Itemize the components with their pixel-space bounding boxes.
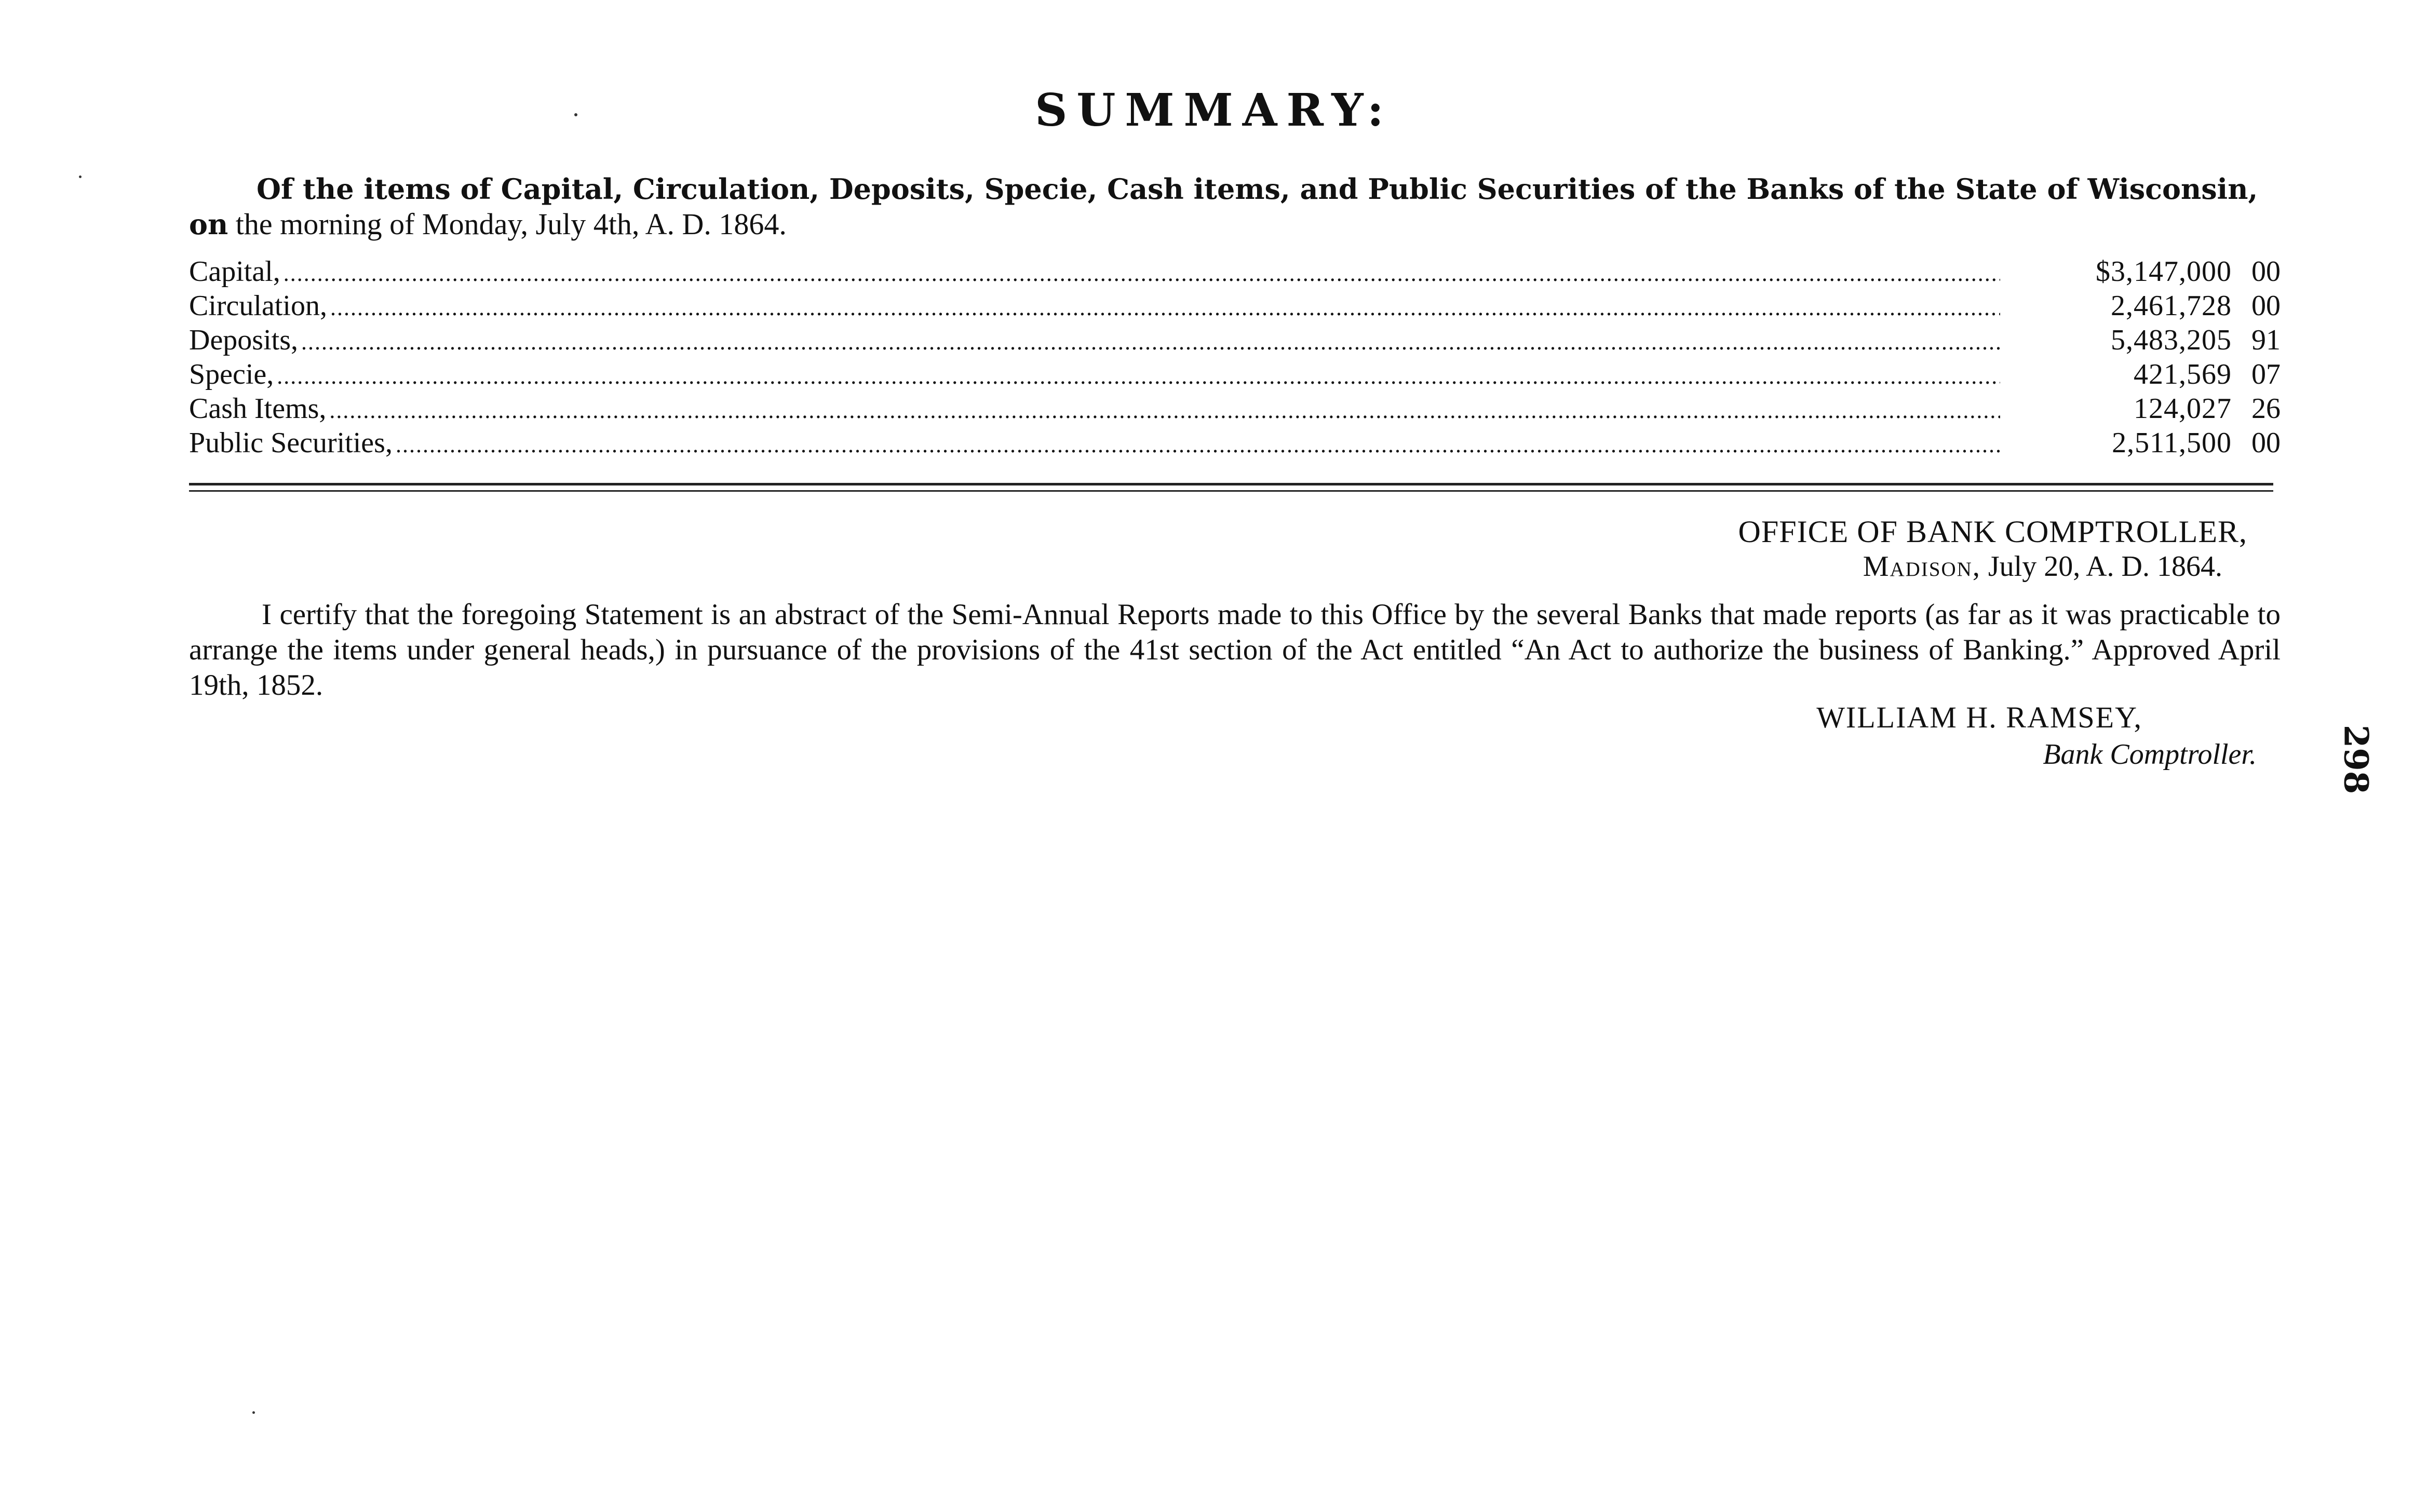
dot-leader bbox=[330, 291, 2000, 325]
item-amount: 2,461,728 bbox=[2111, 290, 2232, 322]
list-item-cash-items bbox=[189, 392, 2281, 426]
print-speck bbox=[252, 1411, 255, 1414]
list-item-capital bbox=[189, 254, 2281, 289]
item-cents: 07 bbox=[2251, 358, 2281, 390]
double-rule-bottom bbox=[189, 490, 2273, 492]
list-item-specie bbox=[189, 357, 2281, 392]
item-label: Public Securities, bbox=[189, 427, 393, 459]
item-amount: $3,147,000 bbox=[2096, 255, 2232, 288]
double-rule-top bbox=[189, 483, 2273, 485]
item-label: Capital, bbox=[189, 255, 280, 288]
print-speck bbox=[574, 113, 577, 116]
item-amount: 421,569 bbox=[2134, 358, 2232, 390]
signer-title: Bank Comptroller. bbox=[2043, 738, 2257, 771]
item-label: Cash Items, bbox=[189, 393, 327, 425]
item-amount: 2,511,500 bbox=[2112, 427, 2232, 459]
list-item-public-securities bbox=[189, 426, 2281, 460]
item-cents: 00 bbox=[2251, 427, 2281, 459]
office-dateline bbox=[1863, 549, 2222, 584]
item-amount: 5,483,205 bbox=[2111, 324, 2232, 356]
dot-leader bbox=[277, 359, 2000, 394]
office-place: Madison, bbox=[1863, 550, 1981, 583]
signer-name: WILLIAM H. RAMSEY, bbox=[1816, 700, 2142, 734]
certification-paragraph: I certify that the foregoing Statement is an abstract of the Semi-Annual Reports made to this Office by the several Banks that made reports (as far as it was practicable to arrange the items under general heads,) in pursuance of the provisions of the 41st section of the Act entitled “An Act to authorize the business of Banking.” Approved April 19th, 1852. bbox=[189, 598, 2281, 701]
item-amount: 124,027 bbox=[2134, 393, 2232, 425]
dot-leader bbox=[396, 428, 2000, 462]
item-cents: 00 bbox=[2251, 290, 2281, 322]
dot-leader bbox=[329, 394, 2000, 428]
item-label: Specie, bbox=[189, 358, 274, 390]
item-cents: 26 bbox=[2251, 393, 2281, 425]
summary-items-list bbox=[189, 254, 2281, 460]
item-cents: 00 bbox=[2251, 255, 2281, 288]
list-item-deposits bbox=[189, 323, 2281, 357]
page-title: SUMMARY: bbox=[1035, 84, 1393, 137]
page-number: 298 bbox=[2336, 724, 2376, 794]
office-date: July 20, A. D. 1864. bbox=[1988, 550, 2222, 583]
print-speck bbox=[79, 176, 82, 178]
list-item-circulation bbox=[189, 289, 2281, 323]
intro-lead-text: Of the items of Capital, Circulation, Deposits, Specie, Cash items, and Public Securities of the Banks of the State of Wisconsin, on bbox=[189, 172, 2258, 241]
item-label: Deposits, bbox=[189, 324, 298, 356]
office-heading: OFFICE OF BANK COMPTROLLER, bbox=[1738, 515, 2247, 549]
item-cents: 91 bbox=[2251, 324, 2281, 356]
item-label: Circulation, bbox=[189, 290, 327, 322]
intro-paragraph bbox=[189, 171, 2281, 242]
dot-leader bbox=[301, 325, 2000, 359]
dot-leader bbox=[284, 256, 2000, 291]
intro-rest-text: the morning of Monday, July 4th, A. D. 1864. bbox=[235, 207, 787, 241]
